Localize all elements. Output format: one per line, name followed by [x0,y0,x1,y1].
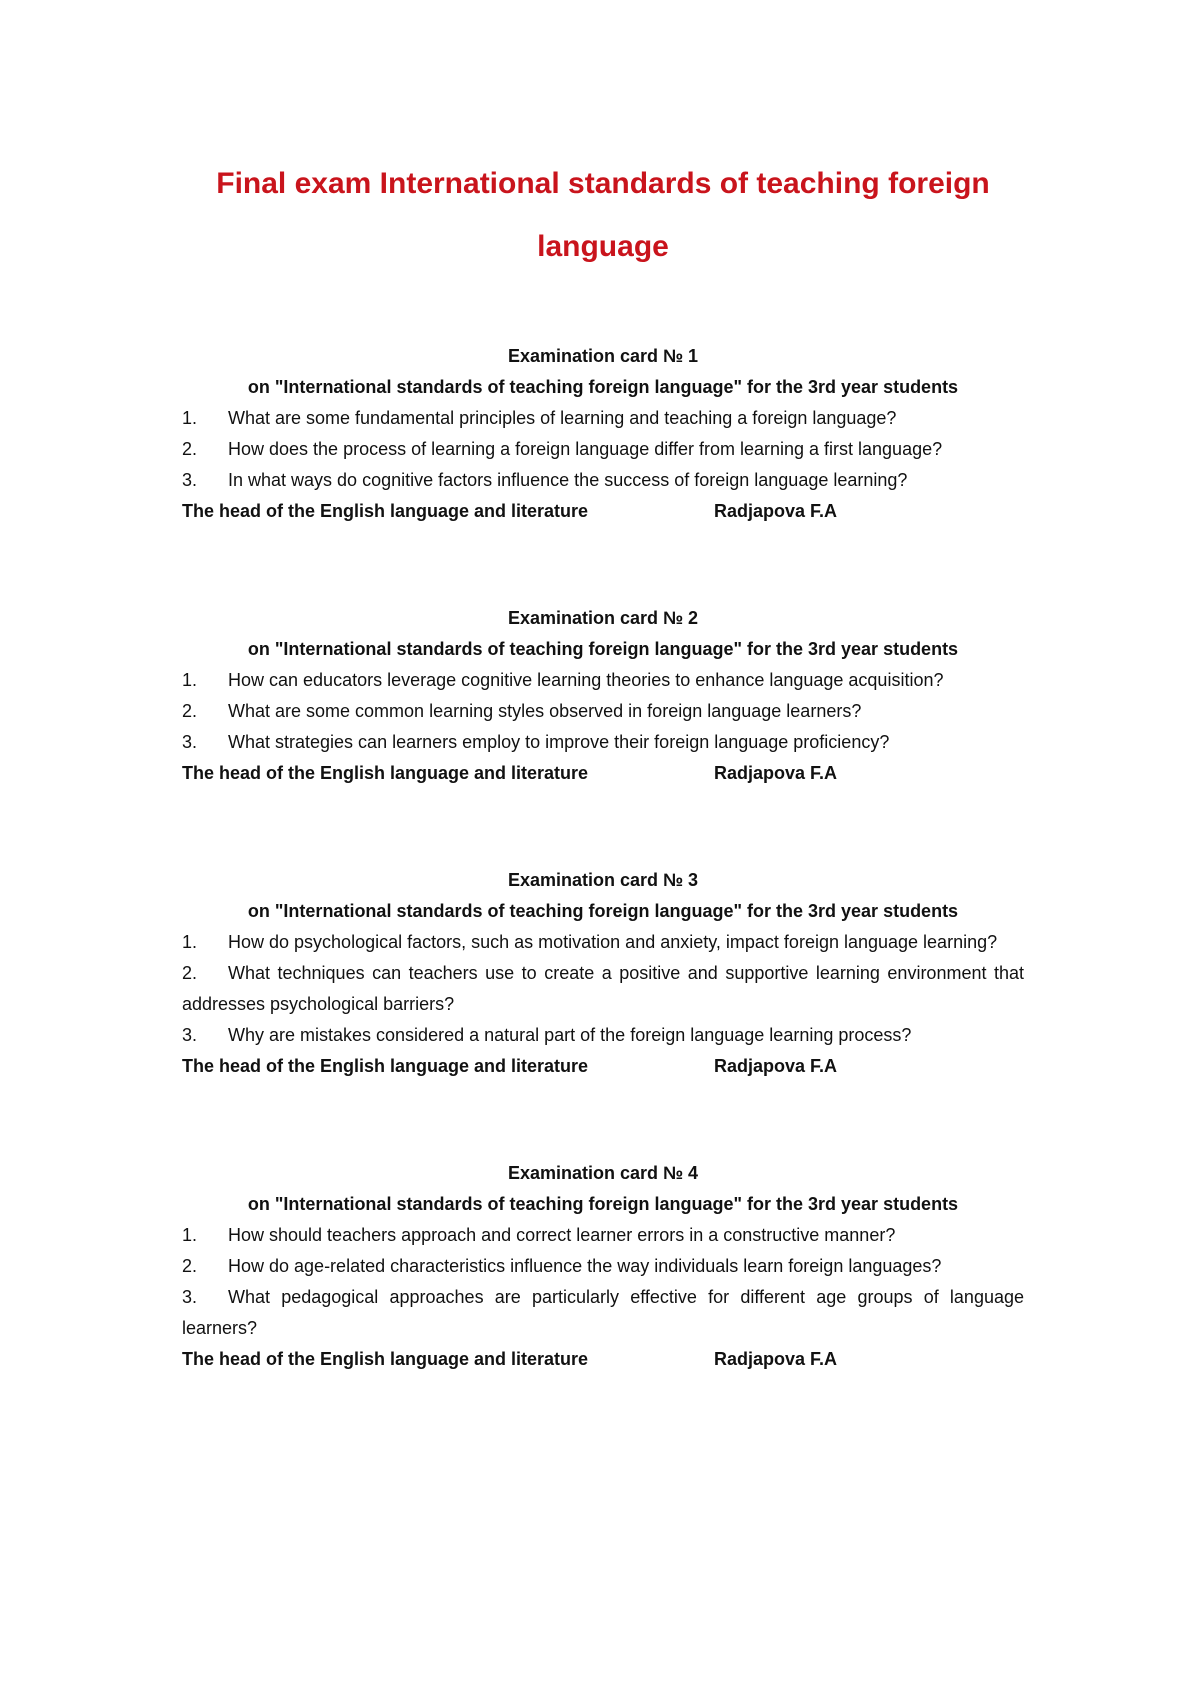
question-text: What strategies can learners employ to improve their foreign language proficiency? [228,732,890,752]
question-text: How should teachers approach and correct learner errors in a constructive manner? [228,1225,896,1245]
question-item [182,665,1024,696]
signature-line [182,1344,1024,1375]
question-item [182,434,1024,465]
question-list [182,665,1024,758]
card-heading: Examination card № 4 [507,1163,699,1183]
exam-card-2 [182,603,1024,789]
card-subject: on "International standards of teaching foreign language" for the 3rd year students [247,901,959,921]
signature-role: The head of the English language and literature [182,763,589,783]
question-item [182,696,1024,727]
question-item [182,1251,1024,1282]
card-heading: Examination card № 2 [507,608,699,628]
question-number: 3. [182,470,198,490]
question-list [182,403,1024,496]
question-number: 2. [182,701,198,721]
card-subject: on "International standards of teaching foreign language" for the 3rd year students [247,377,959,397]
question-number: 3. [182,732,198,752]
question-text: What techniques can teachers use to create a positive and supportive learning environment that addresses psychological barriers? [182,963,1024,1014]
question-text: How do age-related characteristics influence the way individuals learn foreign languages? [228,1256,942,1276]
question-item [182,727,1024,758]
question-text: In what ways do cognitive factors influence the success of foreign language learning? [228,470,908,490]
question-item [182,1282,1024,1344]
question-item [182,403,1024,434]
question-number: 1. [182,670,198,690]
signature-role: The head of the English language and literature [182,501,589,521]
card-heading: Examination card № 3 [507,870,699,890]
signature-name: Radjapova F.A [714,763,838,783]
document-page [182,0,1024,1375]
exam-card-4 [182,1158,1024,1375]
title-line-2: language [537,230,669,263]
signature-name: Radjapova F.A [714,1349,838,1369]
question-number: 1. [182,932,198,952]
question-text: What are some common learning styles observed in foreign language learners? [228,701,862,721]
question-number: 2. [182,1256,198,1276]
page-title [182,0,1024,278]
signature-role: The head of the English language and literature [182,1056,589,1076]
signature-role: The head of the English language and literature [182,1349,589,1369]
question-number: 3. [182,1025,198,1045]
card-heading: Examination card № 1 [507,346,699,366]
question-number: 2. [182,439,198,459]
question-item [182,465,1024,496]
question-text: How do psychological factors, such as motivation and anxiety, impact foreign language learning? [228,932,998,952]
question-item [182,958,1024,1020]
question-number: 1. [182,1225,198,1245]
signature-line [182,758,1024,789]
signature-name: Radjapova F.A [714,501,838,521]
card-subject: on "International standards of teaching foreign language" for the 3rd year students [247,1194,959,1214]
question-item [182,1020,1024,1051]
question-number: 3. [182,1287,198,1307]
question-text: Why are mistakes considered a natural part of the foreign language learning process? [228,1025,912,1045]
question-item [182,1220,1024,1251]
exam-card-1 [182,341,1024,527]
signature-line [182,496,1024,527]
question-text: How can educators leverage cognitive learning theories to enhance language acquisition? [228,670,944,690]
question-list [182,1220,1024,1344]
exam-card-3 [182,865,1024,1082]
question-list [182,927,1024,1051]
question-number: 1. [182,408,198,428]
question-text: What pedagogical approaches are particularly effective for different age groups of language learners? [182,1287,1024,1338]
signature-name: Radjapova F.A [714,1056,838,1076]
question-number: 2. [182,963,198,983]
card-subject: on "International standards of teaching foreign language" for the 3rd year students [247,639,959,659]
signature-line [182,1051,1024,1082]
question-text: What are some fundamental principles of learning and teaching a foreign language? [228,408,897,428]
question-text: How does the process of learning a foreign language differ from learning a first language? [228,439,943,459]
title-line-1: Final exam International standards of teaching foreign [216,167,990,200]
question-item [182,927,1024,958]
